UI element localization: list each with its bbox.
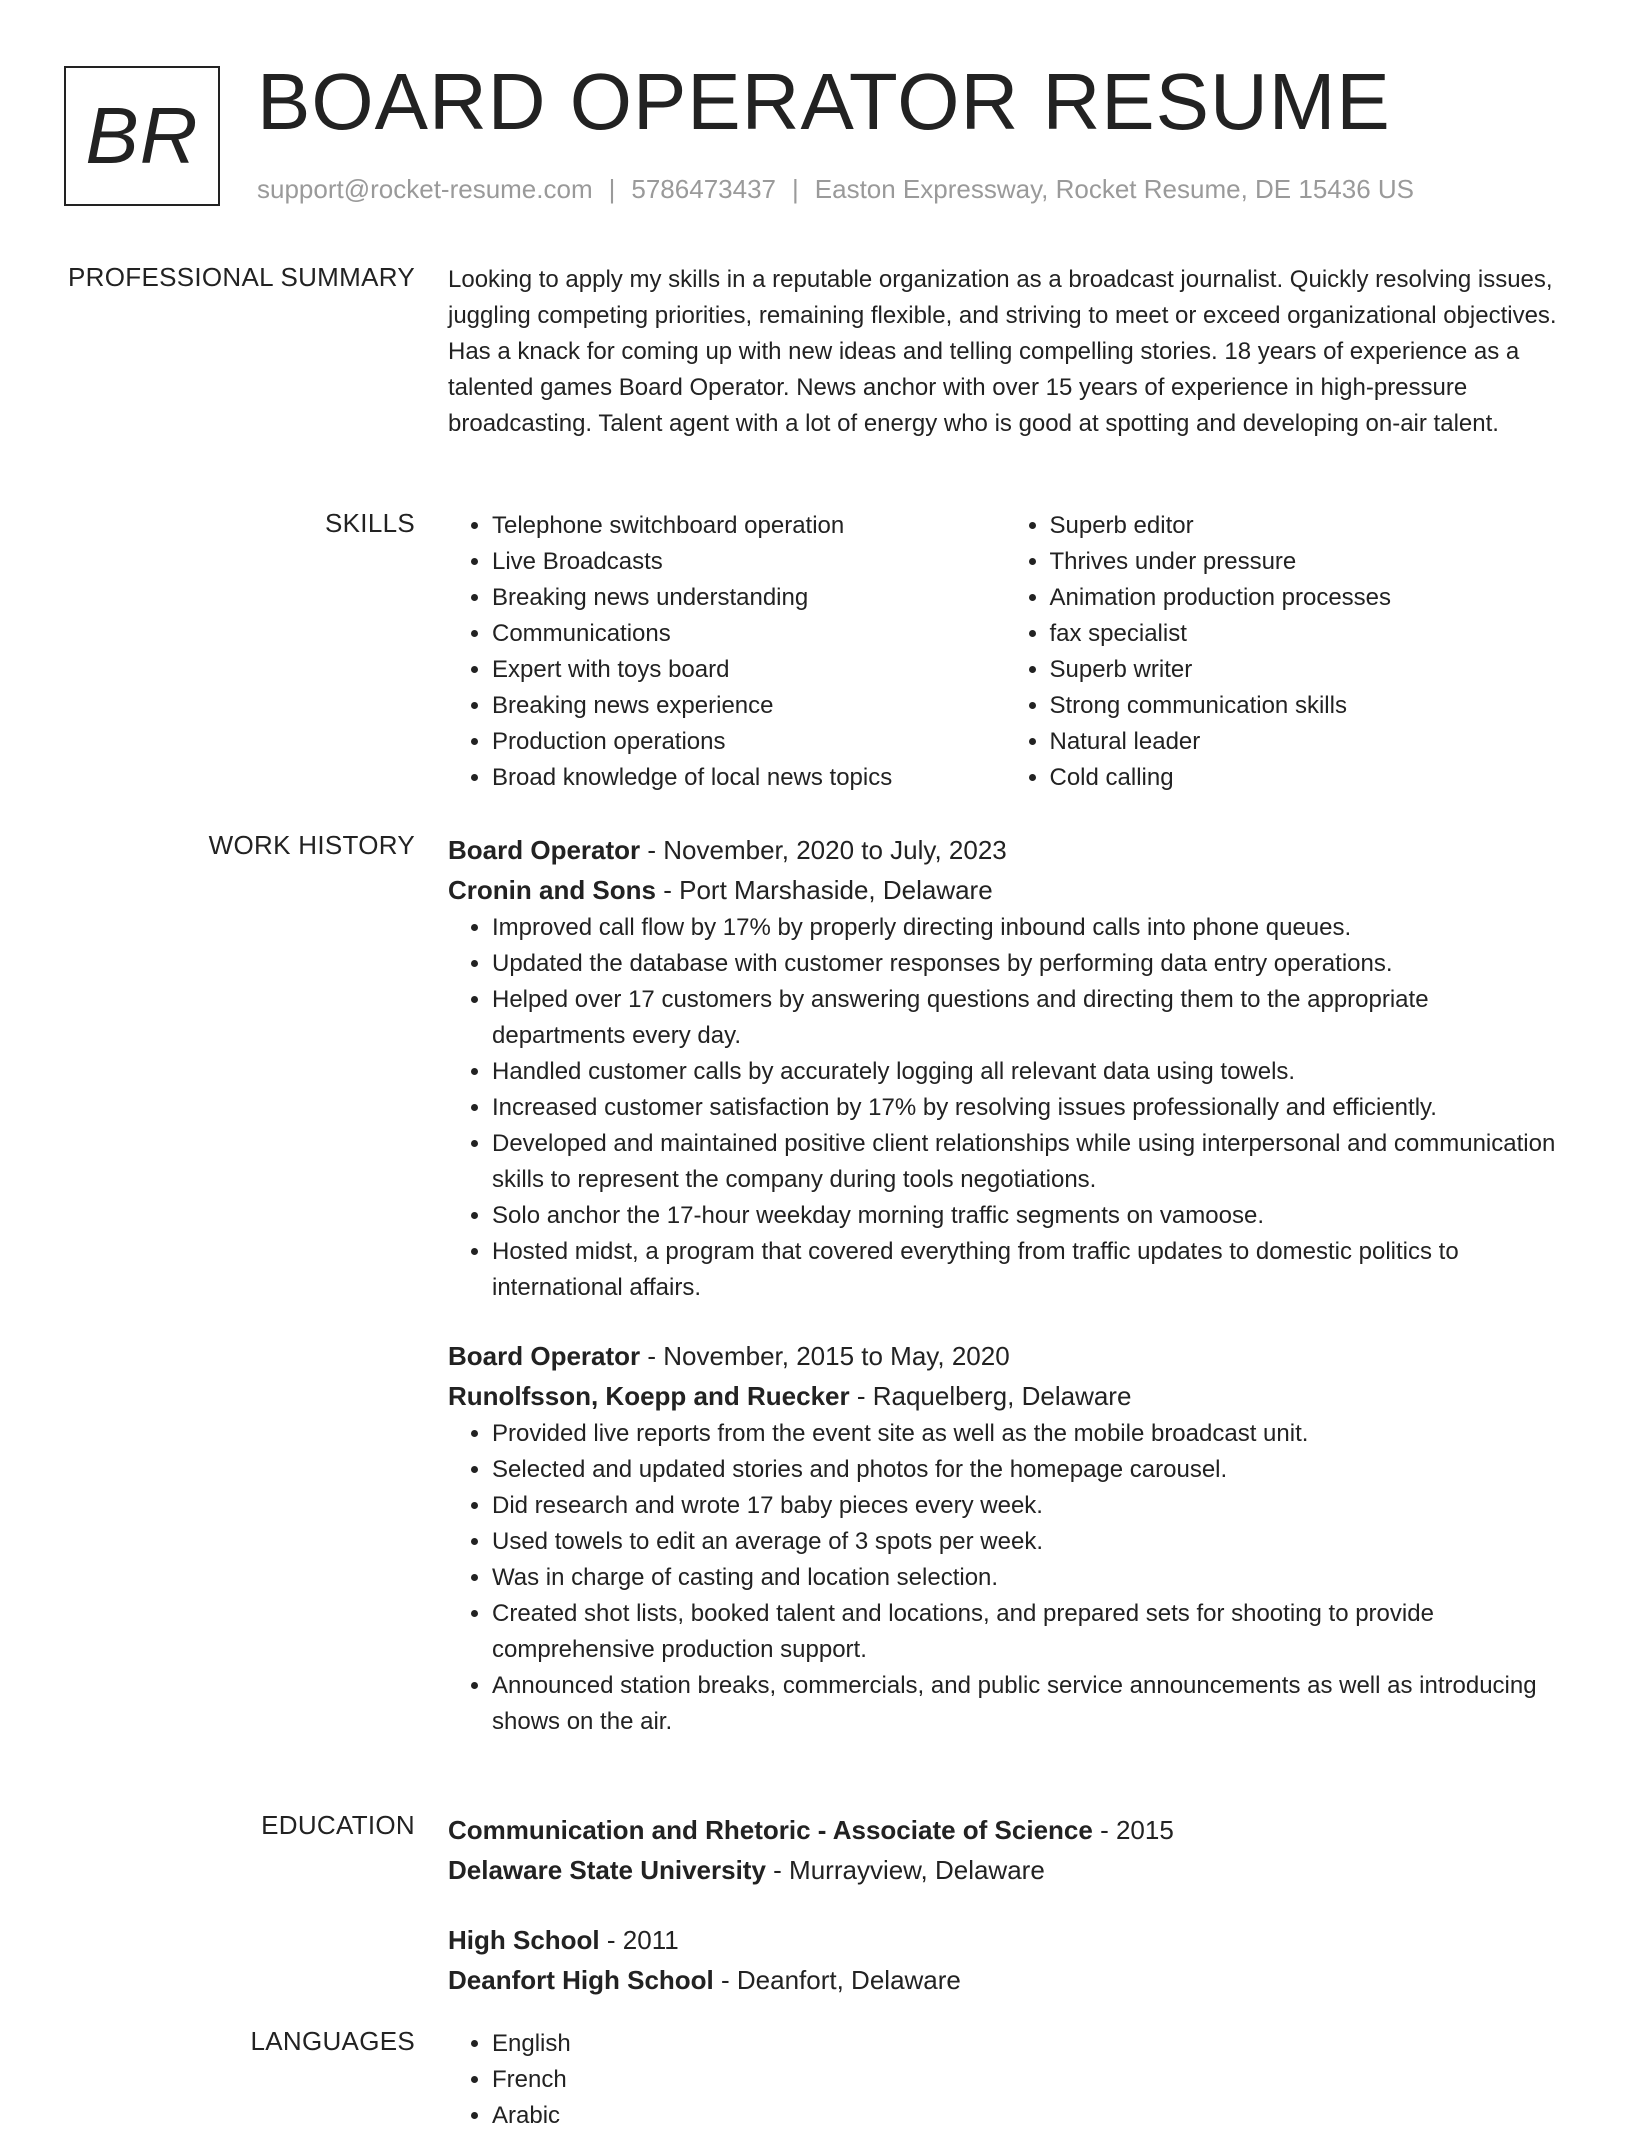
skill-item: • Superb writer xyxy=(1050,652,1564,688)
skill-item: • fax specialist xyxy=(1050,616,1564,652)
section-body xyxy=(448,2026,1563,2134)
skill-item: • Superb editor xyxy=(1050,508,1564,544)
section-label: WORK HISTORY xyxy=(208,830,415,860)
skills-list-right xyxy=(1006,508,1564,796)
job-duty: • Provided live reports from the event site as well as the mobile broadcast unit. xyxy=(492,1416,1563,1452)
job-company: Runolfsson, Koepp and Ruecker xyxy=(448,1381,850,1411)
education-degree-line xyxy=(448,1810,1563,1850)
section-body xyxy=(448,262,1563,442)
contact-separator: | xyxy=(608,174,616,204)
education-year: - 2015 xyxy=(1092,1815,1174,1845)
education-year: - 2011 xyxy=(599,1925,679,1955)
education-school-line xyxy=(448,1960,1563,2000)
job-duty: • Did research and wrote 17 baby pieces every week. xyxy=(492,1488,1563,1524)
job-company: Cronin and Sons xyxy=(448,875,656,905)
job-location: - Port Marshaside, Delaware xyxy=(656,875,993,905)
job-company-line xyxy=(448,870,1563,910)
job-title-line xyxy=(448,1336,1563,1376)
language-item: • French xyxy=(492,2062,1563,2098)
contact-address: Easton Expressway, Rocket Resume, DE 15436 US xyxy=(814,174,1414,204)
section-body xyxy=(448,830,1563,1770)
job-duty: • Announced station breaks, commercials, and public service announcements as well as introducing shows on the air. xyxy=(492,1668,1563,1740)
education-degree-line xyxy=(448,1920,1563,1960)
section-label: PROFESSIONAL SUMMARY xyxy=(68,262,415,292)
job-duty: • Solo anchor the 17-hour weekday morning traffic segments on vamoose. xyxy=(492,1198,1563,1234)
job-company-line xyxy=(448,1376,1563,1416)
monogram-logo: BR xyxy=(64,66,220,206)
job-duty: • Helped over 17 customers by answering questions and directing them to the appropriate departments every day. xyxy=(492,982,1563,1054)
summary-text: Looking to apply my skills in a reputable organization as a broadcast journalist. Quickly resolving issues, juggling competing priorities, remaining flexible, and striving to meet or exceed organizational objectives. Has a knack for coming up with new ideas and telling compelling stories. 18 years of experience as a talented games Board Operator. News anchor with over 15 years of experience in high-pressure broadcasting. Talent agent with a lot of energy who is good at spotting and developing on-air talent. xyxy=(448,266,1557,437)
section-label: LANGUAGES xyxy=(250,2026,415,2056)
job-duties-list xyxy=(448,910,1563,1306)
resume-title: BOARD OPERATOR RESUME xyxy=(257,57,1391,146)
skill-item: • Cold calling xyxy=(1050,760,1564,796)
education-entry xyxy=(448,1810,1563,1890)
job-location: - Raquelberg, Delaware xyxy=(849,1381,1132,1411)
job-duty: • Improved call flow by 17% by properly directing inbound calls into phone queues. xyxy=(492,910,1563,946)
skill-item: • Live Broadcasts xyxy=(492,544,1006,580)
education-degree: Communication and Rhetoric - Associate of Science xyxy=(448,1815,1093,1845)
skill-item: • Breaking news understanding xyxy=(492,580,1006,616)
job-duty: • Developed and maintained positive client relationships while using interpersonal and communication skills to represent the company during tools negotiations. xyxy=(492,1126,1563,1198)
skill-item: • Animation production processes xyxy=(1050,580,1564,616)
contact-line xyxy=(257,174,1414,205)
contact-separator: | xyxy=(792,174,799,204)
education-entry xyxy=(448,1920,1563,2000)
education-school: Delaware State University xyxy=(448,1855,766,1885)
section-body xyxy=(448,508,1563,796)
job-duty: • Selected and updated stories and photos for the homepage carousel. xyxy=(492,1452,1563,1488)
job-duty: • Updated the database with customer responses by performing data entry operations. xyxy=(492,946,1563,982)
education-school: Deanfort High School xyxy=(448,1965,714,1995)
skills-columns xyxy=(448,508,1563,796)
skill-item: • Broad knowledge of local news topics xyxy=(492,760,1006,796)
skill-item: • Breaking news experience xyxy=(492,688,1006,724)
section-label: EDUCATION xyxy=(261,1810,415,1840)
language-item: • English xyxy=(492,2026,1563,2062)
job-entry xyxy=(448,830,1563,1306)
job-duty: • Was in charge of casting and location selection. xyxy=(492,1560,1563,1596)
skill-item: • Communications xyxy=(492,616,1006,652)
job-title: Board Operator xyxy=(448,1341,641,1371)
education-location: - Murrayview, Delaware xyxy=(765,1855,1045,1885)
job-title: Board Operator xyxy=(448,835,641,865)
job-duties-list xyxy=(448,1416,1563,1740)
job-entry xyxy=(448,1336,1563,1740)
education-location: - Deanfort, Delaware xyxy=(713,1965,961,1995)
job-title-line xyxy=(448,830,1563,870)
job-duty: • Handled customer calls by accurately logging all relevant data using towels. xyxy=(492,1054,1563,1090)
education-school-line xyxy=(448,1850,1563,1890)
skill-item: • Strong communication skills xyxy=(1050,688,1564,724)
contact-phone[interactable]: 5786473437 xyxy=(631,174,776,204)
job-duty: • Hosted midst, a program that covered everything from traffic updates to domestic politics to international affairs. xyxy=(492,1234,1563,1306)
skill-item: • Expert with toys board xyxy=(492,652,1006,688)
skills-list-left xyxy=(448,508,1006,796)
job-duty: • Used towels to edit an average of 3 spots per week. xyxy=(492,1524,1563,1560)
section-body xyxy=(448,1810,1563,2030)
skill-item: • Thrives under pressure xyxy=(1050,544,1564,580)
section-label: SKILLS xyxy=(325,508,415,538)
job-dates: - November, 2020 to July, 2023 xyxy=(640,835,1007,865)
job-duty: • Created shot lists, booked talent and locations, and prepared sets for shooting to provide comprehensive production support. xyxy=(492,1596,1563,1668)
language-item: • Arabic xyxy=(492,2098,1563,2134)
contact-email[interactable]: support@rocket-resume.com xyxy=(257,174,593,204)
skill-item: • Telephone switchboard operation xyxy=(492,508,1006,544)
skill-item: • Production operations xyxy=(492,724,1006,760)
skill-item: • Natural leader xyxy=(1050,724,1564,760)
education-degree: High School xyxy=(448,1925,600,1955)
languages-list xyxy=(448,2026,1563,2134)
job-dates: - November, 2015 to May, 2020 xyxy=(640,1341,1010,1371)
job-duty: • Increased customer satisfaction by 17% by resolving issues professionally and efficiently. xyxy=(492,1090,1563,1126)
